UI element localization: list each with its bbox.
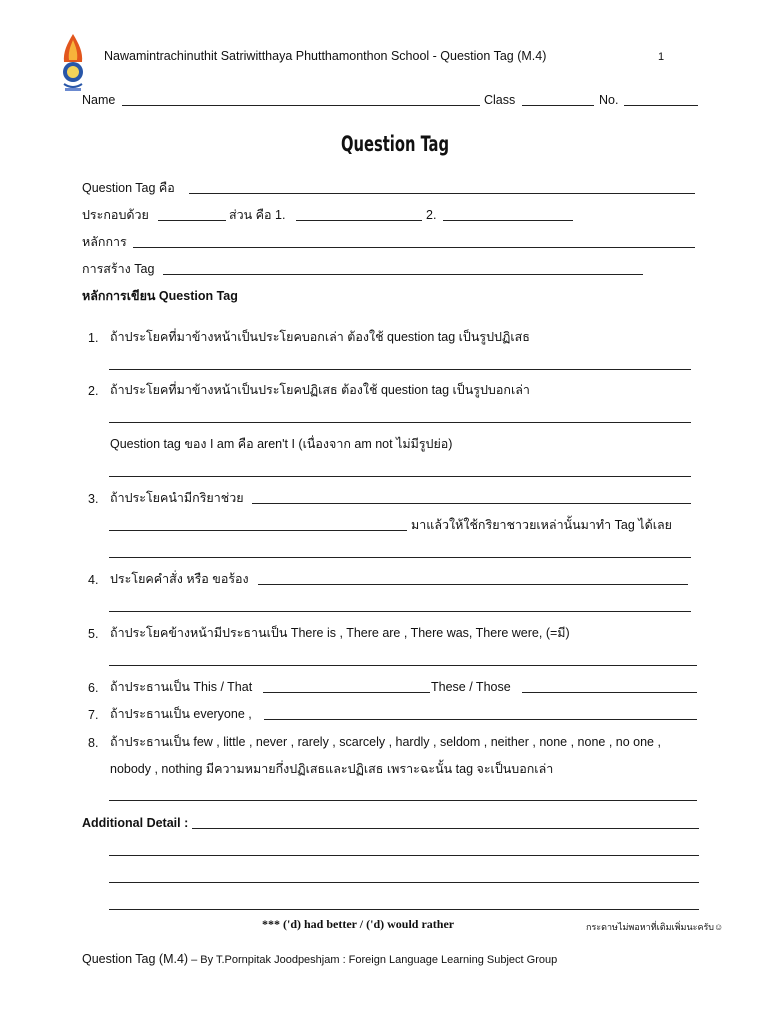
additional-detail-line-2[interactable]: [109, 855, 699, 856]
additional-detail-line-3[interactable]: [109, 882, 699, 883]
footer-credit: – By T.Pornpitak Joodpeshjam : Foreign Language Learning Subject Group: [188, 954, 558, 966]
side-note: กระดาษไม่พอหาที่เติมเพิ่มนะครับ☺: [586, 922, 724, 932]
rule-1-answer[interactable]: [109, 369, 691, 370]
principle-field[interactable]: [133, 247, 695, 248]
rule-3-continuation: มาแล้วให้ใช้กริยาชาวยเหล่านั้นมาทำ Tag ได้เลย: [411, 518, 672, 532]
rule-5-number: 5.: [88, 627, 99, 641]
rule-3-answer-2[interactable]: [109, 530, 407, 531]
grammar-footnote: *** ('d) had better / ('d) would rather: [262, 917, 455, 931]
rule-7-number: 7.: [88, 708, 99, 722]
rule-8-number: 8.: [88, 736, 99, 750]
rule-7-text: ถ้าประธานเป็น everyone ,: [110, 707, 252, 721]
rule-4-text: ประโยคคำสั่ง หรือ ขอร้อง: [110, 572, 249, 586]
footer: [82, 952, 557, 966]
rule-3-answer-3[interactable]: [109, 557, 691, 558]
composed-label: ประกอบด้วย: [82, 208, 149, 222]
part2-field[interactable]: [443, 220, 573, 221]
rule-2-note-answer[interactable]: [109, 476, 691, 477]
principle-label: หลักการ: [82, 235, 127, 249]
rule-6-number: 6.: [88, 681, 99, 695]
rule-8-text: ถ้าประธานเป็น few , little , never , rarely , scarcely , hardly , seldom , neither , none , none , no one ,: [110, 735, 661, 749]
rule-8-continuation: nobody , nothing มีความหมายกึ่งปฏิเสธและปฏิเสธ เพราะฉะนั้น tag จะเป็นบอกเล่า: [110, 762, 554, 776]
part1-field[interactable]: [296, 220, 422, 221]
rule-2-number: 2.: [88, 384, 99, 398]
definition-label: Question Tag คือ: [82, 181, 175, 195]
school-logo: [58, 32, 88, 94]
rule-8-answer[interactable]: [109, 800, 697, 801]
rule-7-answer[interactable]: [264, 719, 697, 720]
number-field[interactable]: [624, 105, 698, 106]
footer-course: Question Tag (M.4): [82, 952, 189, 966]
parts-label: ส่วน คือ 1.: [229, 208, 286, 222]
rules-heading: หลักการเขียน Question Tag: [82, 289, 238, 303]
school-header: Nawamintrachinuthit Satriwitthaya Phutthamonthon School - Question Tag (M.4): [104, 49, 547, 63]
additional-detail-line-4[interactable]: [109, 909, 699, 910]
rule-5-text: ถ้าประโยคข้างหน้ามีประธานเป็น There is , There are , There was, There were, (=มี): [110, 626, 570, 640]
name-field[interactable]: [122, 105, 480, 106]
rule-3-text: ถ้าประโยคนำมีกริยาช่วย: [110, 491, 244, 505]
rule-4-answer-2[interactable]: [109, 611, 691, 612]
part2-label: 2.: [426, 208, 437, 222]
rule-2-note: Question tag ของ I am คือ aren't I (เนื่องจาก am not ไม่มีรูปย่อ): [110, 437, 453, 451]
additional-detail-line-1[interactable]: [192, 828, 699, 829]
structure-label: การสร้าง Tag: [82, 262, 155, 276]
rule-2-answer[interactable]: [109, 422, 691, 423]
rule-4-answer[interactable]: [258, 584, 688, 585]
rule-3-number: 3.: [88, 492, 99, 506]
class-label: Class: [484, 93, 516, 107]
class-field[interactable]: [522, 105, 594, 106]
rule-3-answer[interactable]: [252, 503, 691, 504]
rule-4-number: 4.: [88, 573, 99, 587]
page-number: 1: [658, 51, 665, 63]
rule-2-text: ถ้าประโยคที่มาข้างหน้าเป็นประโยคปฏิเสธ ต้องใช้ question tag เป็นรูปบอกเล่า: [110, 383, 530, 397]
definition-field[interactable]: [189, 193, 695, 194]
rule-6-text: ถ้าประธานเป็น This / That: [110, 680, 253, 694]
rule-6-answer-these-those[interactable]: [522, 692, 697, 693]
rule-1-text: ถ้าประโยคที่มาข้างหน้าเป็นประโยคบอกเล่า ต้องใช้ question tag เป็นรูปปฏิเสธ: [110, 330, 530, 344]
number-label: No.: [599, 93, 619, 107]
structure-field[interactable]: [163, 274, 643, 275]
additional-detail-label: Additional Detail :: [82, 816, 189, 830]
parts-count-field[interactable]: [158, 220, 226, 221]
rule-1-number: 1.: [88, 331, 99, 345]
name-label: Name: [82, 93, 116, 107]
rule-6-answer-this-that[interactable]: [263, 692, 430, 693]
page-title: Question Tag: [340, 132, 450, 156]
rule-6-text-b: These / Those: [431, 680, 511, 694]
rule-5-answer[interactable]: [109, 665, 697, 666]
